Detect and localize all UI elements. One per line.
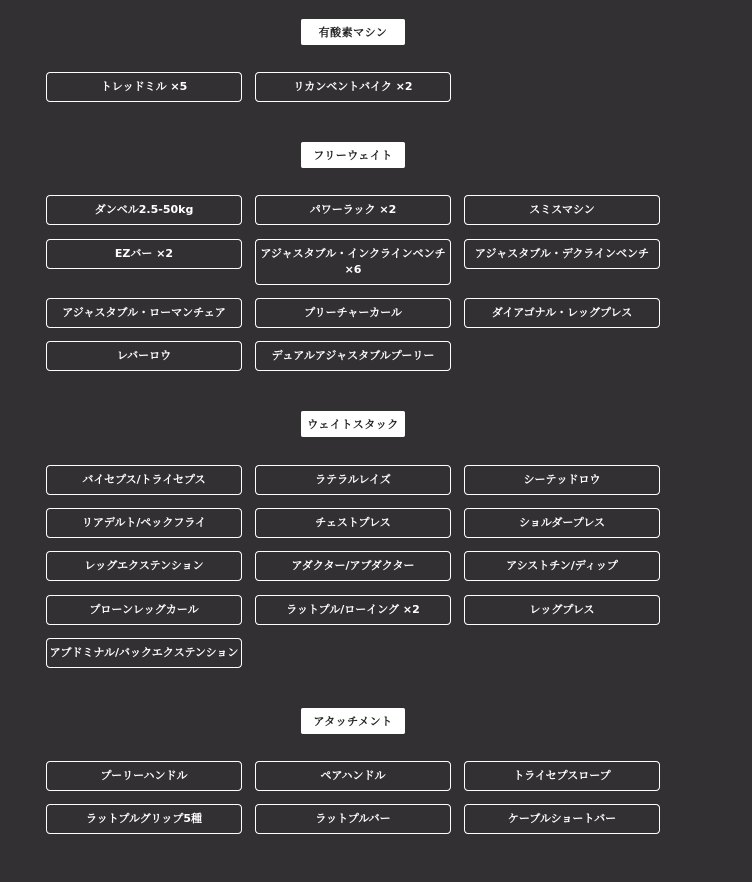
equipment-chip-shoulder-press: ショルダープレス: [464, 508, 660, 538]
equipment-chip-pair-handle: ペアハンドル: [255, 761, 451, 791]
equipment-chip-preacher-curl: プリーチャーカール: [255, 298, 451, 328]
equipment-chip-prone-leg-curl: プローンレッグカール: [46, 595, 242, 625]
equipment-chip-assisted-chin-dip: アシストチン/ディップ: [464, 551, 660, 581]
equipment-chip-smith-machine: スミスマシン: [464, 195, 660, 225]
equipment-chip-abdominal-back-extension: アブドミナル/バックエクステンション: [46, 638, 242, 668]
section-title-cardio: 有酸素マシン: [301, 19, 405, 45]
equipment-chip-recumbent-bike: リカンベントバイク ×2: [255, 72, 451, 102]
equipment-chip-seated-row: シーテッドロウ: [464, 465, 660, 495]
equipment-chip-lat-pull-rowing: ラットプル/ローイング ×2: [255, 595, 451, 625]
equipment-chip-adductor-abductor: アダクター/アブダクター: [255, 551, 451, 581]
equipment-chip-dual-adjustable-pulley: デュアルアジャスタブルプーリー: [255, 341, 451, 371]
equipment-chip-lever-row: レバーロウ: [46, 341, 242, 371]
equipment-chip-ez-bar: EZバー ×2: [46, 239, 242, 269]
equipment-chip-triceps-rope: トライセプスロープ: [464, 761, 660, 791]
equipment-chip-adjustable-decline-bench: アジャスタブル・デクラインベンチ: [464, 239, 660, 269]
equipment-chip-cable-short-bar: ケーブルショートバー: [464, 804, 660, 834]
equipment-chip-power-rack: パワーラック ×2: [255, 195, 451, 225]
equipment-chip-adjustable-incline-bench: アジャスタブル・インクラインベンチ×6: [255, 239, 451, 285]
equipment-chip-diagonal-leg-press: ダイアゴナル・レッグプレス: [464, 298, 660, 328]
equipment-chip-leg-extension: レッグエクステンション: [46, 551, 242, 581]
section-title-attachments: アタッチメント: [301, 708, 405, 734]
equipment-chip-treadmill: トレッドミル ×5: [46, 72, 242, 102]
equipment-chip-lat-pull-bar: ラットプルバー: [255, 804, 451, 834]
equipment-chip-biceps-triceps: バイセプス/トライセプス: [46, 465, 242, 495]
equipment-chip-leg-press: レッグプレス: [464, 595, 660, 625]
section-title-weight-stack: ウェイトスタック: [301, 411, 405, 437]
equipment-chip-lateral-raise: ラテラルレイズ: [255, 465, 451, 495]
equipment-chip-rear-delt-pec-fly: リアデルト/ペックフライ: [46, 508, 242, 538]
equipment-chip-lat-pull-grips: ラットプルグリップ5種: [46, 804, 242, 834]
equipment-chip-dumbbells: ダンベル2.5-50kg: [46, 195, 242, 225]
section-title-free-weights: フリーウェイト: [301, 142, 405, 168]
equipment-chip-roman-chair: アジャスタブル・ローマンチェア: [46, 298, 242, 328]
equipment-chip-chest-press: チェストプレス: [255, 508, 451, 538]
equipment-chip-pulley-handle: プーリーハンドル: [46, 761, 242, 791]
